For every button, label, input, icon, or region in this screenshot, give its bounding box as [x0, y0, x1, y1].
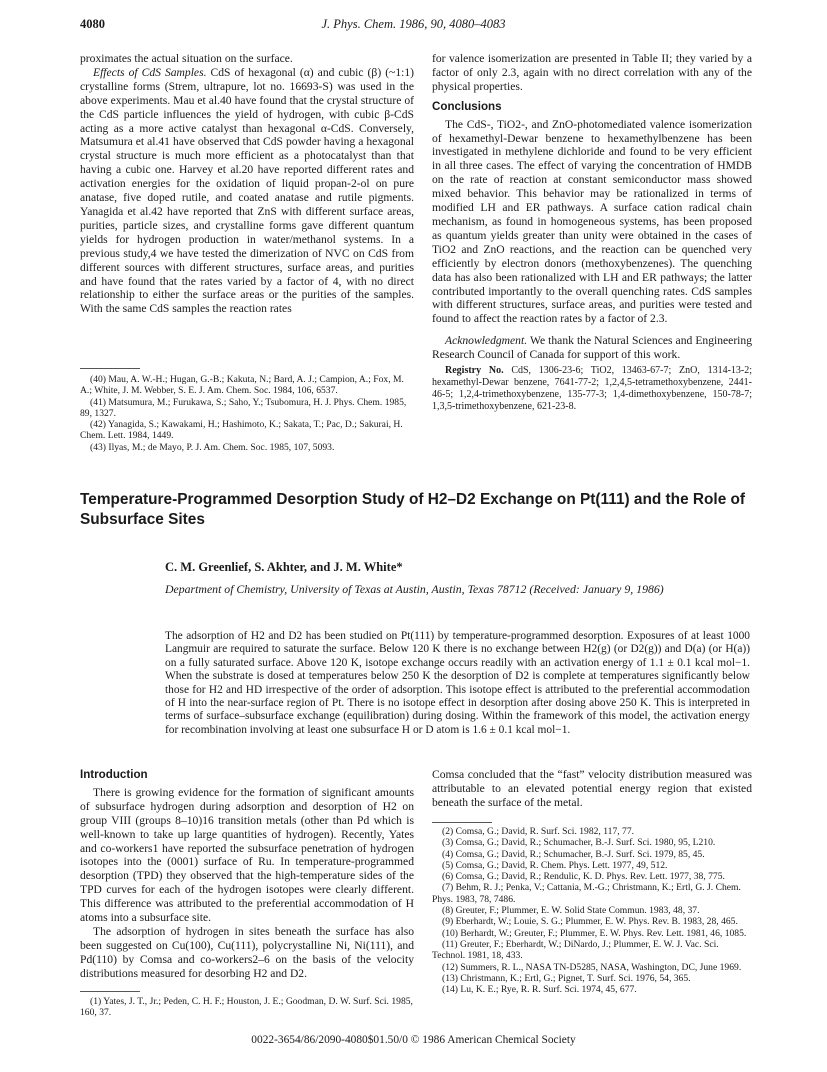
page-number: 4080 [80, 17, 105, 31]
ref-item: (8) Greuter, F.; Plummer, E. W. Solid State Commun. 1983, 48, 37. [442, 905, 700, 917]
prev-right-p1: for valence isomerization are presented in Table II; they varied by a factor of only 2.3, again with no direct correlation with any of the physical properties. [432, 52, 752, 93]
intro-right-p: Comsa concluded that the “fast” velocity distribution measured was attributable to an elevated potential energy region that existed beneath the surface of the metal. [432, 768, 752, 809]
ref-item: (12) Summers, R. L., NASA TN-D5285, NASA, Washington, DC, June 1969. [442, 961, 742, 973]
registry-body: CdS, 1306-23-6; TiO2, 13463-67-7; ZnO, 1314-13-2; hexamethyl-Dewar benzene, 7641-77-2; 1,2,4,5-tetramethoxybenzene, 2441-46-5; 1,2,4-trimethoxybenzene, 135-77-3; 1,4-dimethoxybenzene, 150-78-7; 1,3,5-trimethoxybenzene, 621-23-8. [432, 365, 753, 413]
intro-refs-right [432, 826, 752, 995]
conclusions-heading: Conclusions [432, 99, 502, 113]
article-abstract: The adsorption of H2 and D2 has been studied on Pt(111) by temperature-programmed desorption. Exposures of at least 1000 Langmuir are required to saturate the surface. Below 120 K there is no exchange between H2(g) (or D2(g)) and D(a) (or H(a)) on a fully saturated surface. Above 120 K, isotope exchange occurs readily with an activation energy of 1.1 ± 0.1 kcal mol−1. When the substrate is dosed at temperatures below 250 K the desorption of D2 is complete at temperatures significantly below those for H2 and HD irrespective of the order of adsorption. This isotope effect is attributed to the preferential accommodation of H into the near-surface region of Pt. There is no isotope effect in desorption after dosing above 250 K. This is interpreted in terms of surface–subsurface exchange (equilibration) during dosing. Within the framework of this model, the activation energy for recombination involving at least one subsurface H or D atom is 1.6 ± 0.1 kcal mol−1. [165, 630, 750, 736]
registry-numbers [432, 365, 752, 413]
ack-body: We thank the Natural Sciences and Engineering Research Council of Canada for support of this work. [432, 334, 752, 362]
ref-item: (43) Ilyas, M.; de Mayo, P. J. Am. Chem. Soc. 1985, 107, 5093. [90, 441, 335, 453]
prev-refs-left [80, 374, 414, 453]
intro-heading: Introduction [80, 768, 148, 781]
ref-item: (9) Eberhardt, W.; Louie, S. G.; Plummer, E. W. Phys. Rev. B. 1983, 28, 465. [442, 916, 738, 928]
article-authors: C. M. Greenlief, S. Akhter, and J. M. White* [165, 560, 403, 574]
article-affiliation: Department of Chemistry, University of Texas at Austin, Austin, Texas 78712 (Received: January 9, 1986) [165, 582, 664, 596]
ref-item: (6) Comsa, G.; David, R.; Rendulic, K. D. Phys. Rev. Lett. 1977, 38, 775. [442, 871, 725, 883]
ref-item: (42) Yanagida, S.; Kawakami, H.; Hashimoto, K.; Sakata, T.; Pac, D.; Sakurai, H. Chem. Lett. 1984, 1449. [80, 419, 403, 442]
copyright-footer: 0022-3654/86/2090-4080$01.50/0 © 1986 American Chemical Society [251, 1034, 576, 1046]
ack-lead: Acknowledgment. [445, 334, 528, 348]
prev-left-p2-body: CdS of hexagonal (α) and cubic (β) (~1:1) crystalline forms (Strem, ultrapure, lot no. 16693-S) was used in the above experiments. Mau et al.40 have found that the crystal structure of the CdS particle influences the yield of hydrogen, with cubic β-CdS acting as a more active catalyst than hexagonal α-CdS. Conversely, Matsumura et al.41 have observed that CdS powder having a hexagonal crystal structure is much more efficient as a photocatalyst than that having a cubic one. Harvey et al.20 have reported different rates and activation energies for the oxidation of liquid propan-2-ol on pure anatase, five doped rutile, and coated anatase and rutile pigments. Yanagida et al.42 have reported that ZnS with different surface areas, purities, particle sizes, and crystalline forms gave different quantum yields for hydrogen production in water/methanol systems. In a previous study,4 we have tested the dimerization of NVC on CdS from different sources with different structures, surface areas, and purities and have found that the rates varied by a factor of 4, with no direct relationship to either the surface areas or the purities of the samples. With the same CdS samples the reaction rates [80, 65, 415, 316]
ref-item: (41) Matsumura, M.; Furukawa, S.; Saho, Y.; Tsubomura, H. J. Phys. Chem. 1985, 89, 1327. [80, 396, 407, 419]
footnote-rule-left [80, 368, 140, 369]
footnote-rule-intro [80, 991, 140, 992]
ref-item: (3) Comsa, G.; David, R.; Schumacher, B.-J. Surf. Sci. 1980, 95, L210. [442, 837, 716, 849]
intro-ref-left [80, 996, 414, 1019]
journal-citation: J. Phys. Chem. 1986, 90, 4080–4083 [321, 17, 506, 31]
intro-left-column [80, 768, 414, 981]
registry-lead: Registry No. [445, 365, 504, 377]
ref-item: (14) Lu, K. E.; Rye, R. R. Surf. Sci. 1974, 45, 677. [442, 984, 637, 996]
ref-item: (11) Greuter, F.; Eberhardt, W.; DiNardo, J.; Plummer, E. W. J. Vac. Sci. Technol. 1981, 18, 433. [432, 938, 719, 962]
acknowledgment [432, 334, 752, 362]
conclusions-body: The CdS-, TiO2-, and ZnO-photomediated valence isomerization of hexamethyl-Dewar benzene to hexamethylbenzene has been investigated in methylene dichloride and found to be very efficient in all three cases. The effect of varying the concentration of HMDB on the rate of reaction at constant semiconductor mass showed mixed behavior. This behavior may be rationalized in terms of modified LH and ER pathways. A surface cation radical chain mechanism, as found in homogeneous systems, has been proposed as quantum yields greater than unity were obtained in the cases of TiO2 and ZnO reactions, and the reaction can be quenched very efficiently by electron donors (methoxybenzenes). The quenching data has also been rationalized with LH and ER pathways; the latter contributed importantly to the overall quenching rates. CdS samples with different structures, surface areas, and purities were tested and found to affect the reaction rates by a factor of 2.3. [432, 117, 752, 326]
ref-item: (13) Christmann, K.; Ertl, G.; Pignet, T. Surf. Sci. 1976, 54, 365. [442, 972, 691, 984]
ref-item: (5) Comsa, G.; David, R. Chem. Phys. Lett. 1977, 49, 512. [442, 859, 668, 871]
prev-left-p1: proximates the actual situation on the surface. [80, 52, 293, 65]
prev-left-p2-lead: Effects of CdS Samples. [93, 65, 207, 79]
intro-p2: The adsorption of hydrogen in sites beneath the surface has also been suggested on Cu(100), Cu(111), polycrystalline Ni, Ni(111), and Pd(110) by Comsa and co-workers2–6 on the basis of the velocity distributions measured for desorbing H2 and D2. [80, 924, 414, 980]
prev-left-column [80, 52, 414, 316]
ref-item: (2) Comsa, G.; David, R. Surf. Sci. 1982, 117, 77. [442, 826, 635, 837]
intro-p1: There is growing evidence for the formation of significant amounts of subsurface hydrogen during adsorption and desorption of H2 on group VIII (groups 8–10)16 transition metals (other than Pd which is well-known to take up large quantities of hydrogen). Recently, Yates and co-workers1 have reported the subsurface penetration of hydrogen isotopes into the (0001) surface of Ru. In temperature-programmed desorption (TPD) they observed that the high-temperature sides of the TPD curves for each of the hydrogen isotopes were clearly different. This difference was attributed to the preferential accommodation of H atoms into a subsurface site. [80, 785, 414, 925]
ref-item: (4) Comsa, G.; David, R.; Schumacher, B.-J. Surf. Sci. 1979, 85, 45. [442, 848, 705, 860]
prev-right-column [432, 52, 752, 413]
prev-left-p2 [80, 66, 414, 316]
ref-item: (7) Behm, R. J.; Penka, V.; Cattania, M.-G.; Christmann, K.; Ertl, G. J. Chem. Phys. 1983, 78, 7486. [432, 882, 741, 905]
intro-right-column [432, 768, 752, 810]
footnote-rule-right [432, 822, 492, 823]
ref-item: (1) Yates, J. T., Jr.; Peden, C. H. F.; Houston, J. E.; Goodman, D. W. Surf. Sci. 1985, 160, 37. [80, 996, 413, 1019]
ref-item: (40) Mau, A. W.-H.; Hugan, G.-B.; Kakuta, N.; Bard, A. J.; Campion, A.; Fox, M. A.; White, J. M. Webber, S. E. J. Am. Chem. Soc. 1984, 106, 6537. [80, 374, 404, 397]
ref-item: (10) Berhardt, W.; Greuter, F.; Plummer, E. W. Phys. Rev. Lett. 1981, 46, 1085. [442, 927, 747, 939]
article-title: Temperature-Programmed Desorption Study of H2–D2 Exchange on Pt(111) and the Role of Subsurface Sites [80, 491, 746, 528]
